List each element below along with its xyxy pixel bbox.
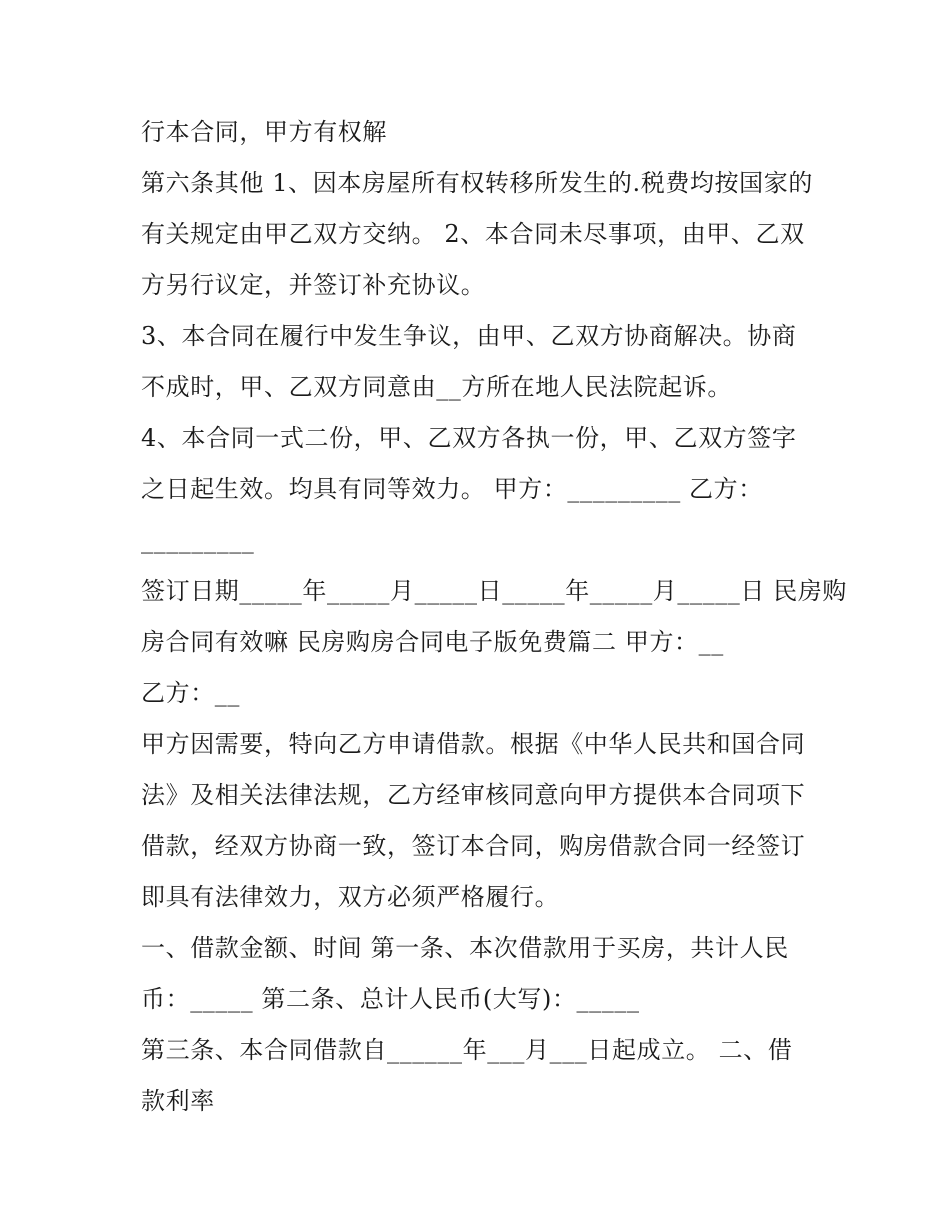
- text-line: 不成时，甲、乙双方同意由__方所在地人民法院起诉。: [141, 373, 732, 401]
- text-line: 之日起生效。均具有同等效力。 甲方：_________ 乙方：: [141, 475, 763, 503]
- text-line: 第六条其他 1、因本房屋所有权转移所发生的.税费均按国家的: [141, 169, 813, 197]
- text-line: _________: [141, 526, 255, 554]
- text-line: 4、本合同一式二份，甲、乙双方各执一份，甲、乙双方签字: [141, 424, 797, 452]
- text-line: 乙方：__: [141, 679, 240, 707]
- text-line: 款利率: [141, 1087, 215, 1115]
- text-line: 有关规定由甲乙双方交纳。 2、本合同未尽事项，由甲、乙双: [141, 220, 805, 248]
- text-line: 3、本合同在履行中发生争议，由甲、乙双方协商解决。协商: [141, 322, 797, 350]
- text-line: 房合同有效嘛 民房购房合同电子版免费篇二 甲方：__: [141, 628, 724, 656]
- text-line: 借款，经双方协商一致，签订本合同，购房借款合同一经签订: [141, 832, 806, 860]
- text-line: 即具有法律效力，双方必须严格履行。: [141, 883, 560, 911]
- text-line: 一、借款金额、时间 第一条、本次借款用于买房，共计人民: [141, 934, 789, 962]
- text-line: 签订日期_____年_____月_____日_____年_____月_____日 民房购: [141, 577, 848, 605]
- text-line: 第三条、本合同借款自______年___月___日起成立。 二、借: [141, 1036, 793, 1064]
- text-line: 币：_____ 第二条、总计人民币(大写)：_____: [141, 985, 640, 1013]
- text-line: 行本合同，甲方有权解: [141, 118, 387, 146]
- text-line: 方另行议定，并签订补充协议。: [141, 271, 486, 299]
- text-line: 甲方因需要，特向乙方申请借款。根据《中华人民共和国合同: [141, 730, 806, 758]
- document-body: [141, 107, 848, 1127]
- text-line: 法》及相关法律法规，乙方经审核同意向甲方提供本合同项下: [141, 781, 806, 809]
